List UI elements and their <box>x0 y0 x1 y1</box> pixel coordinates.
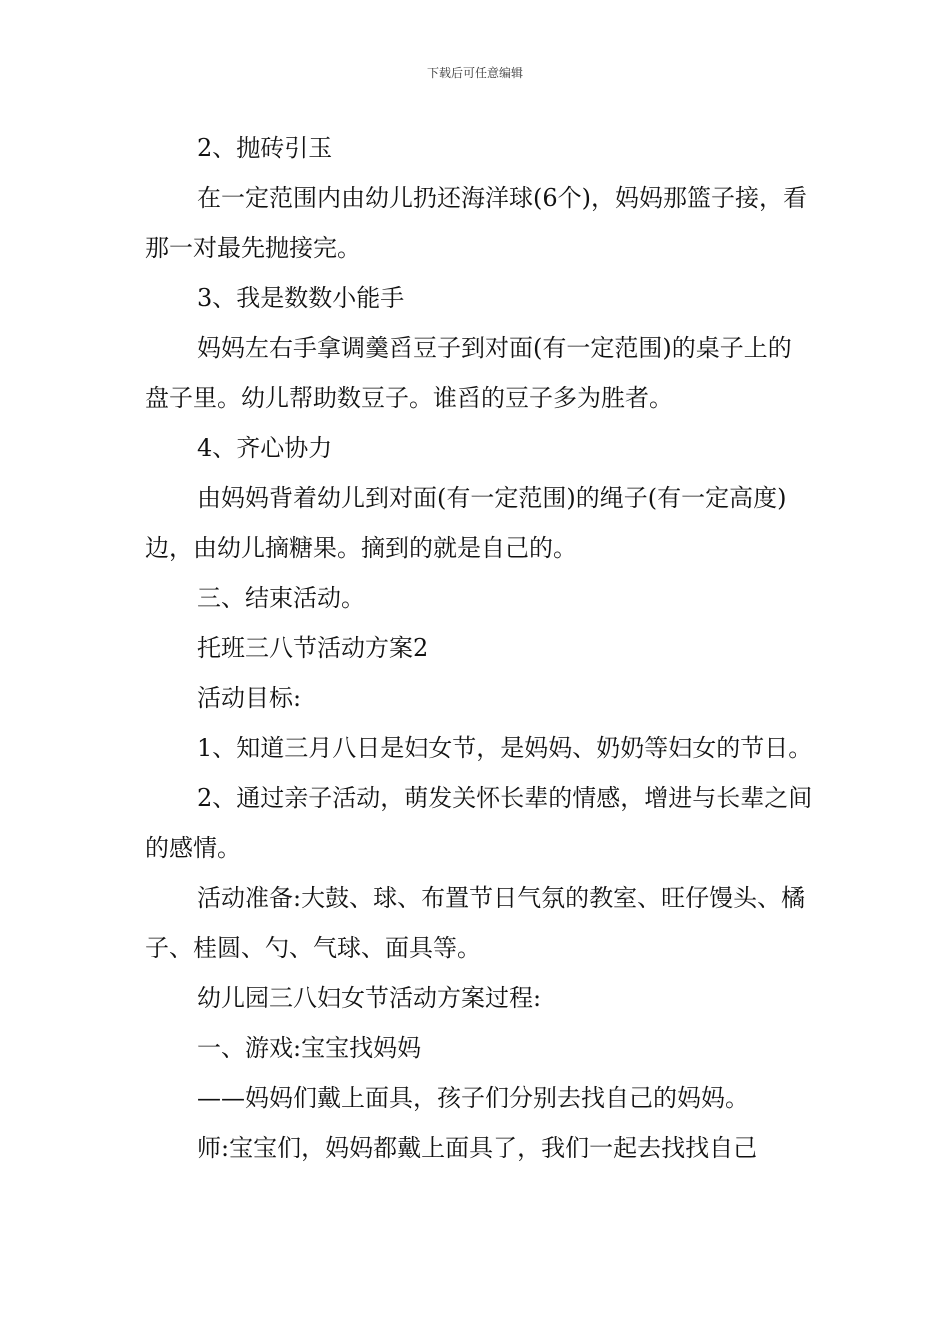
plan-title: 托班三八节活动方案2 <box>197 634 429 662</box>
game-description: ——妈妈们戴上面具，孩子们分别去找自己的妈妈。 <box>197 1084 749 1112</box>
preparation-paragraph: 活动准备:大鼓、球、布置节日气氛的教室、旺仔馒头、橘子、桂圆、勺、气球、面具等。 <box>145 884 806 962</box>
document-body <box>145 123 815 1173</box>
paragraph-teamwork-rules: 由妈妈背着幼儿到对面(有一定范围)的绳子(有一定高度)边，由幼儿摘糖果。摘到的就是自己的。 <box>145 484 787 562</box>
teacher-line: 师:宝宝们，妈妈都戴上面具了，我们一起去找找自己 <box>197 1134 758 1162</box>
process-heading: 幼儿园三八妇女节活动方案过程: <box>197 984 542 1012</box>
section-heading-teamwork: 4、齐心协力 <box>197 434 333 462</box>
paragraph-toss-rules: 在一定范围内由幼儿扔还海洋球(6个)，妈妈那篮子接，看那一对最先抛接完。 <box>145 184 807 262</box>
paragraph-counting-rules: 妈妈左右手拿调羹舀豆子到对面(有一定范围)的桌子上的盘子里。幼儿帮助数豆子。谁舀的豆子多为胜者。 <box>145 334 792 412</box>
section-heading-counting: 3、我是数数小能手 <box>197 284 405 312</box>
section-heading-toss: 2、抛砖引玉 <box>197 134 333 162</box>
goal-item-2: 2、通过亲子活动，萌发关怀长辈的情感，增进与长辈之间的感情。 <box>145 784 813 862</box>
page-header-note: 下载后可任意编辑 <box>426 66 523 80</box>
goal-item-1: 1、知道三月八日是妇女节，是妈妈、奶奶等妇女的节日。 <box>197 734 813 762</box>
game-heading: 一、游戏:宝宝找妈妈 <box>197 1034 422 1062</box>
section-heading-end: 三、结束活动。 <box>197 584 365 612</box>
goals-heading: 活动目标: <box>197 684 302 712</box>
